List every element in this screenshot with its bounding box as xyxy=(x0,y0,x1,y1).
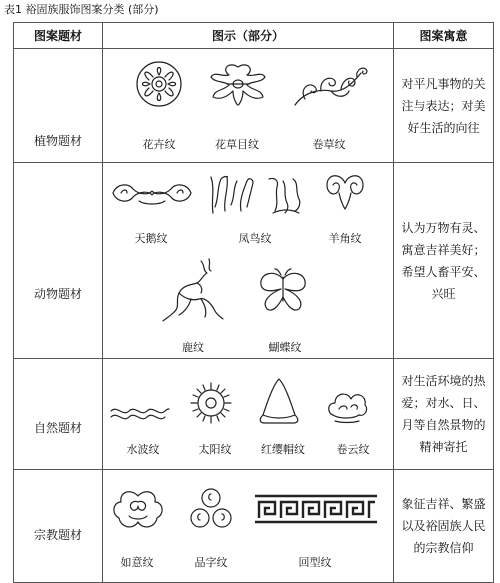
flower-grass-pattern-icon xyxy=(207,59,269,109)
scroll-grass-pattern-icon xyxy=(291,61,369,109)
flower-pattern-icon xyxy=(131,57,187,111)
illustration-cell-religion xyxy=(103,470,394,583)
pattern-label: 鹿纹 xyxy=(182,341,204,354)
ram-horn-pattern-icon xyxy=(323,169,367,213)
table-caption: 表1 裕固族服饰图案分类 (部分) xyxy=(4,3,159,16)
meaning-cell: 对生活环境的热爱；对水、日、月等自然景物的精神寄托 xyxy=(394,359,494,470)
meaning-cell: 认为万物有灵、寓意吉祥美好；希望人畜平安、兴旺 xyxy=(394,163,494,359)
category-label: 宗教题材 xyxy=(33,527,82,542)
header-illustration: 图示（部分） xyxy=(103,23,394,49)
pattern-label: 红缨帽纹 xyxy=(261,443,305,456)
pattern-label: 品字纹 xyxy=(194,556,228,569)
meaning-cell: 象征吉祥、繁盛以及裕固族人民的宗教信仰 xyxy=(394,470,494,583)
pattern-label: 水波纹 xyxy=(126,443,160,456)
table-row-plants xyxy=(14,49,494,163)
pattern-classification-table xyxy=(13,22,494,583)
category-cell-religion xyxy=(14,470,103,583)
category-cell-animals xyxy=(14,163,103,359)
pattern-label: 凤鸟纹 xyxy=(238,232,272,245)
pattern-label: 卷云纹 xyxy=(336,443,370,456)
category-cell-plants xyxy=(14,49,103,163)
illustration-cell-plants xyxy=(103,49,394,163)
pin-character-pattern-icon xyxy=(189,486,233,532)
phoenix-pattern-icon xyxy=(207,171,255,217)
table-row-nature xyxy=(14,359,494,470)
header-meaning: 图案寓意 xyxy=(394,23,494,49)
category-label: 自然题材 xyxy=(33,420,82,435)
pattern-label: 太阳纹 xyxy=(198,443,232,456)
category-label: 植物题材 xyxy=(33,134,82,148)
pattern-label: 花卉纹 xyxy=(142,138,176,151)
pattern-label: 羊角纹 xyxy=(328,232,362,245)
header-category: 图案题材 xyxy=(14,23,103,49)
pattern-label: 如意纹 xyxy=(120,556,154,569)
illustration-cell-nature xyxy=(103,359,394,470)
red-tassel-hat-pattern-icon xyxy=(255,375,303,427)
category-cell-nature xyxy=(14,359,103,470)
table-header-row xyxy=(14,23,494,49)
deer-pattern-icon xyxy=(161,255,227,325)
fret-pattern-icon xyxy=(253,492,381,526)
table-row-animals xyxy=(14,163,494,359)
pattern-label: 花草目纹 xyxy=(215,138,259,151)
table-row-religion xyxy=(14,470,494,583)
category-label: 动物题材 xyxy=(33,287,82,301)
illustration-cell-animals xyxy=(103,163,394,359)
phoenix-pattern-icon-2 xyxy=(265,173,305,215)
pattern-label: 卷草纹 xyxy=(312,138,346,151)
ruyi-pattern-icon xyxy=(111,488,165,532)
pattern-label: 天鹅纹 xyxy=(134,232,168,245)
swan-pattern-icon xyxy=(109,177,195,209)
meaning-cell: 对平凡事物的关注与表达；对美好生活的向往 xyxy=(394,49,494,163)
butterfly-pattern-icon xyxy=(253,267,313,315)
pattern-label: 蝴蝶纹 xyxy=(268,341,302,354)
water-wave-pattern-icon xyxy=(109,403,171,423)
pattern-label: 回型纹 xyxy=(298,556,332,569)
scroll-cloud-pattern-icon xyxy=(325,385,369,425)
sun-pattern-icon xyxy=(189,381,233,425)
